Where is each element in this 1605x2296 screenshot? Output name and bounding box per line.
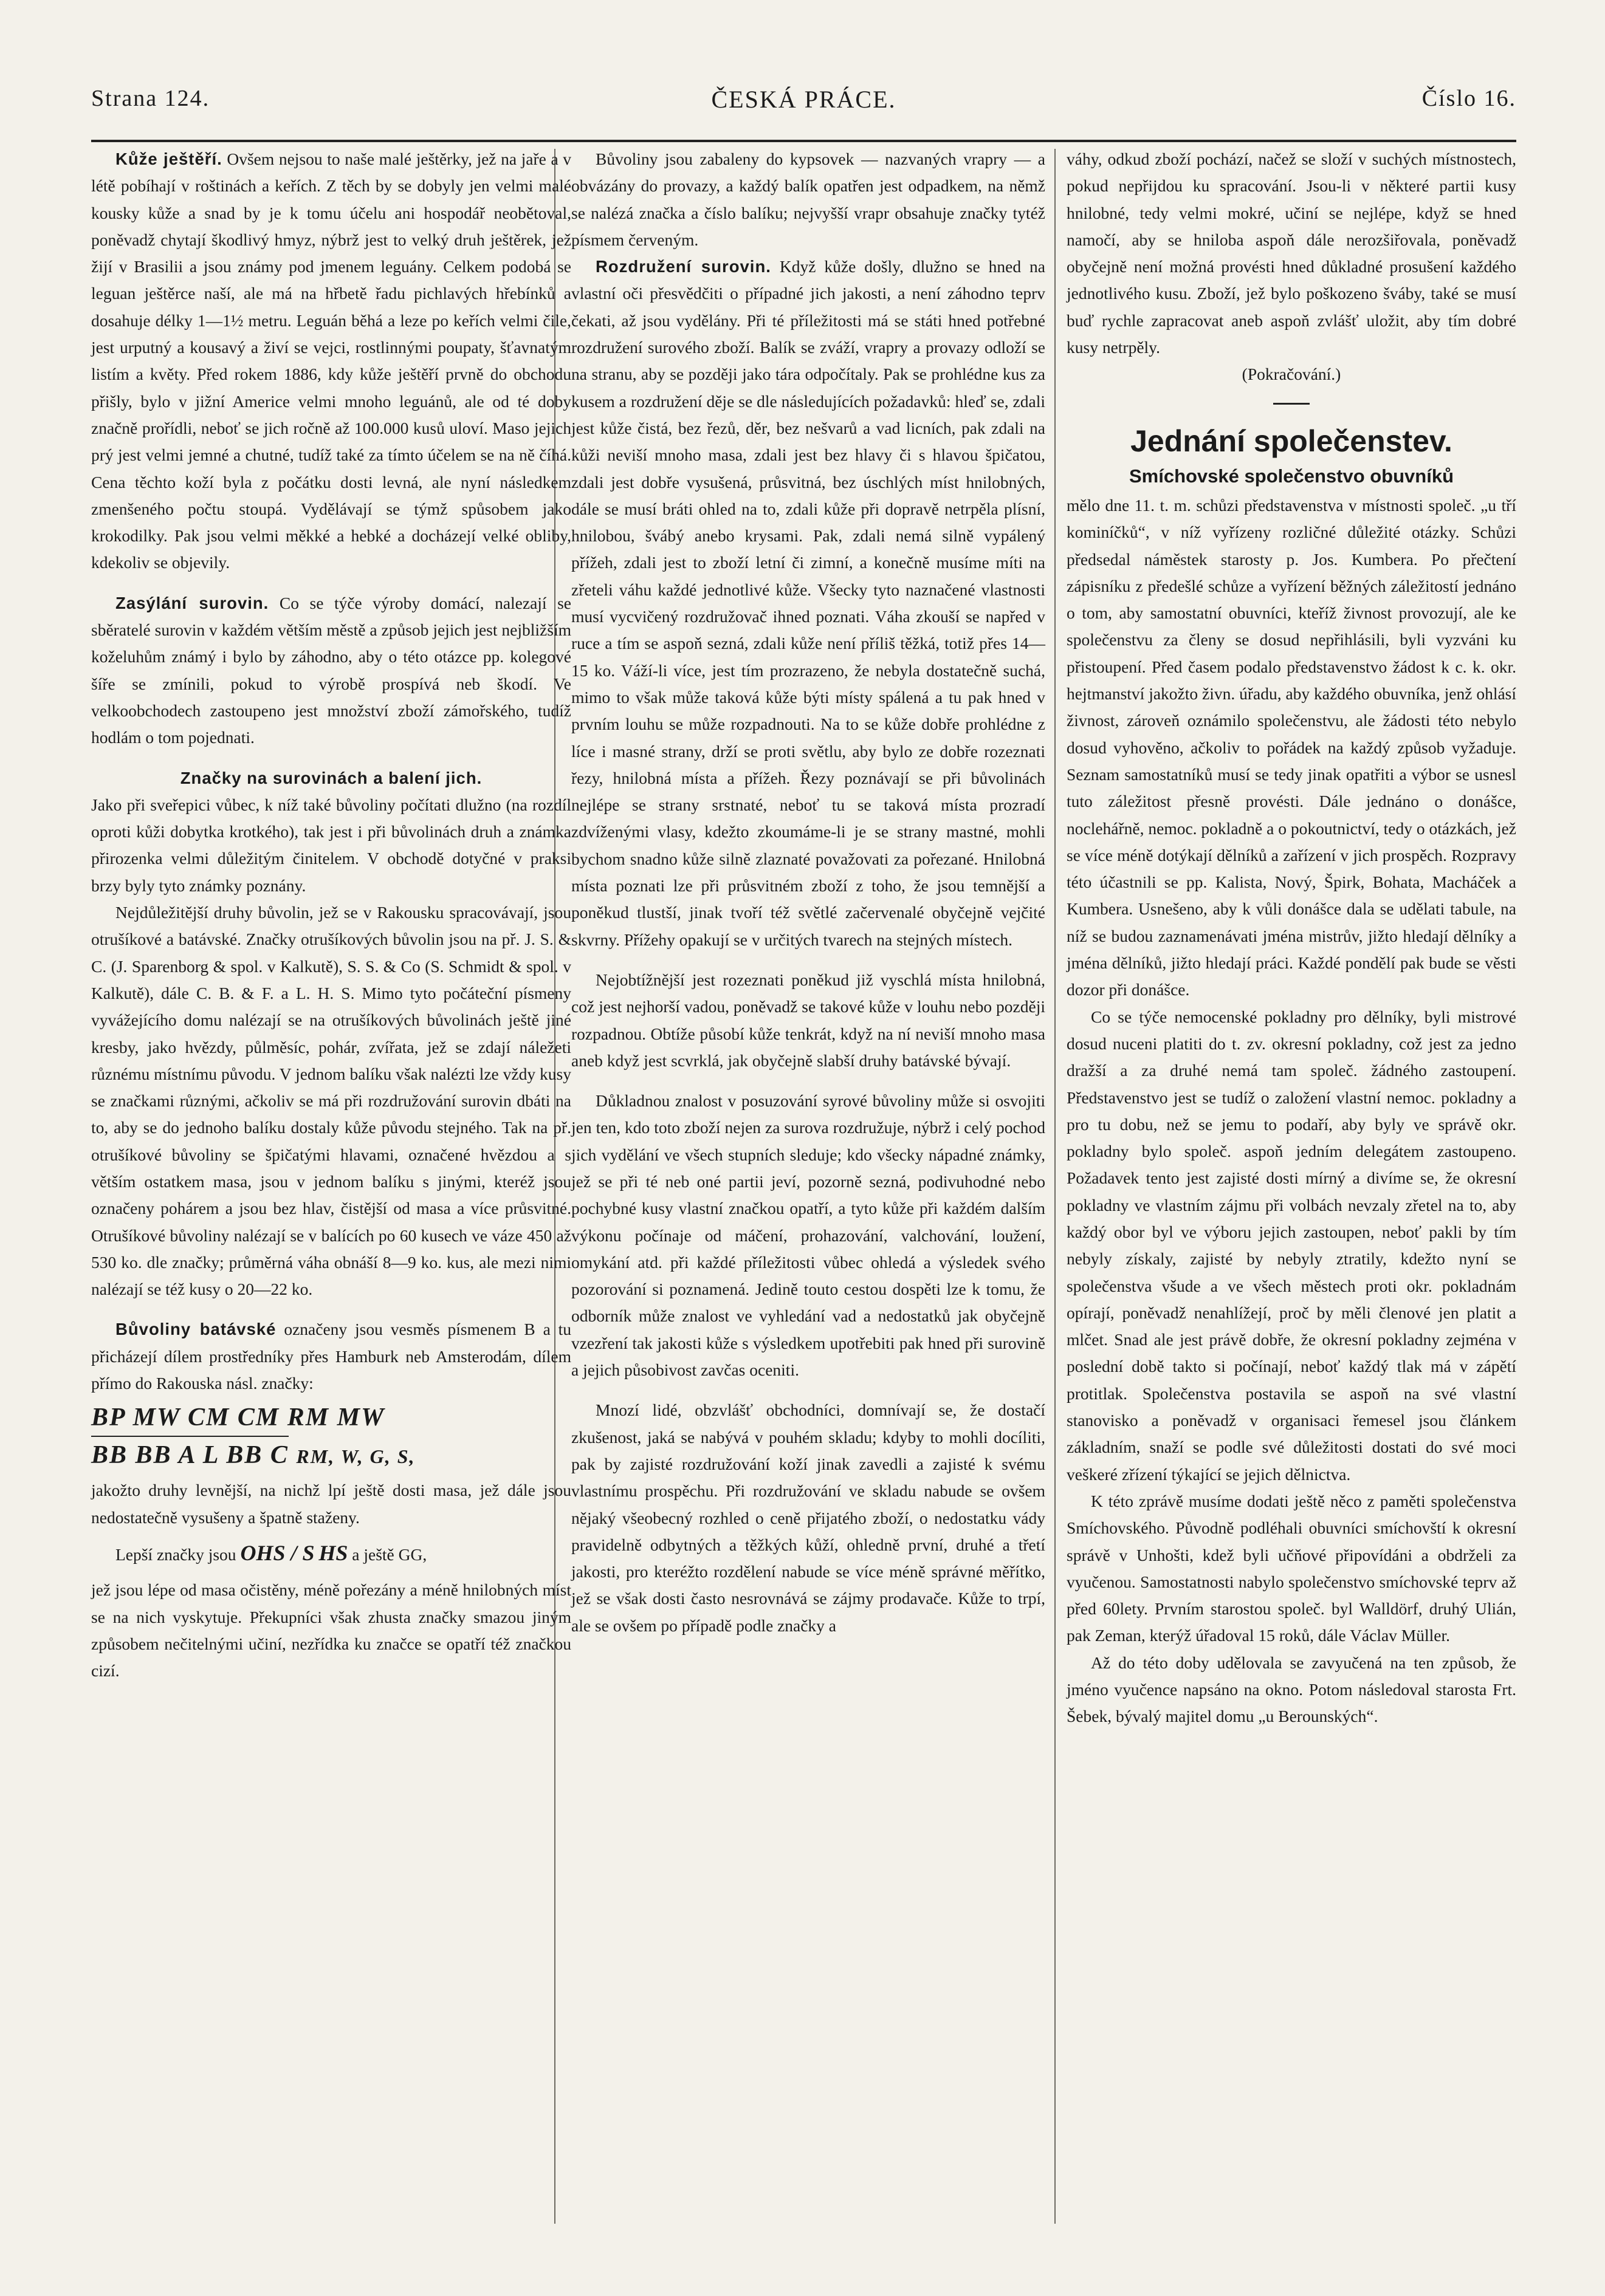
paragraph: váhy, odkud zboží pochází, načež se složí v suchých místnostech, pokud nepřijdou ku spracování. Jsou-li v některé partii kusy hnilobné, tedy velmi mokré, učiní se nejlépe, když se hned namočí, aby se hniloba aspoň dále nerozšiřovala, poněvadž obyčejně není možná provésti hned důkladné prosušení každého jednotlivého kusu. Zboží, jež bylo poškozeno šváby, také se musí buď rychle zapracovat aneb aspoň zvlášť uložit, aby tím dobré kusy netrpěly. [1067, 149, 1516, 357]
column-3 [1067, 146, 1516, 1730]
column-divider [1054, 149, 1056, 2224]
page-number: Strana 124. [91, 86, 210, 111]
section-heading: Značky na surovinách a balení jich. [180, 768, 483, 787]
paragraph: Až do této doby udělovala se zavyučená na ten způsob, že jméno vyučence napsáno na okno. Potom následoval starosta Frt. Šebek, bývalý majitel domu „u Berounských“. [1067, 1653, 1516, 1726]
paragraph: Nejdůležitější druhy bůvolin, jež se v Rakousku spracovávají, jsou otrušíkové a batávské. Značky otrušíkových bůvolin jsou na př. J. S. & C. (J. Sparenborg & spol. v Kalkutě), S. S. & Co (S. Schmidt & spol. v Kalkutě), dále C. B. & F. a L. H. S. Mimo tyto počáteční písmeny vyvážejícího domu nalézají se na otrušíkových bůvolinách ještě jiné kresby, jako hvězdy, půlměsíc, pohár, zvířata, jež se zdají náležeti různému místnímu původu. V jednom balíku však nalézti lze vždy kusy se značkami různými, ačkoliv se má při rozdružování surovin dbáti na to, aby se do jednoho balíku dostaly kůže původu stejného. Tak na př. otrušíkové bůvoliny se špičatými hlavami, označené hvězdou a s větším ostatkem masa, jsou v jednom balíku s jinými, kteréž jsou označeny pohárem a jsou bez hlav, čistější od masa a více průsvitné. Otrušíkové bůvoliny nalézají se v balících po 60 kusech ve váze 450 až 530 ko. dle značky; průměrná váha obnáší 8—9 ko. kus, ale mezi nimi nalézají se též kusy o 20—22 ko. [91, 903, 571, 1299]
section-heading: Zasýlání surovin. [115, 593, 269, 612]
paragraph: Jako při sveřepici vůbec, k níž také bůvoliny počítati dlužno (na rozdíl oproti kůži dobytka krotkého), tak jest i při bůvolinách druh a známka přirozenka velmi důležitým činitelem. V obchodě dotyčné v praksi brzy byly tyto známky poznány. [91, 795, 571, 895]
column-2 [571, 146, 1045, 1639]
mark-fraction: OHS / S [240, 1540, 315, 1565]
divider [1273, 403, 1310, 405]
brand-marks [91, 1399, 571, 1475]
paragraph: Lepší značky jsou OHS / S HS a ještě GG, [115, 1540, 427, 1565]
paragraph: Bůvoliny jsou zabaleny do kypsovek — nazvaných vrapry — a obvázány do provazy, a každý balík opatřen jest odpadkem, na němž se nalézá značka a číslo balíku; nejvyšší vrapr obsahuje značky tytéž písmem červeným. [571, 149, 1045, 249]
column-1 [91, 146, 571, 1684]
paragraph: Důkladnou znalost v posuzování syrové bůvoliny může si osvojiti jen ten, kdo toto zboží nejen za surova rozdružuje, nýbrž i celý pochod jich vydělání ve všech stupních sleduje; kdo všecky nápadné známky, jež se při té neb oné partii jeví, pozorně sezná, podivuhodné nebo pochybné kusy vlastní značkou opatří, a tyto kůže při každém dalším výkonu počínaje od máčení, prohazování, valchování, loužení, omykání atd. při každé příležitosti vůbec ohledá a výsledek svého pozorování si poznamená. Jedině touto cestou dospěti lze k tomu, že odborník může znalost ve vyhledání vad a nedostatků jak obyčejně vzezření tak jakosti kůže s výsledkem upotřebiti pak hned při surovině a jejich působivost zavčas oceniti. [571, 1091, 1045, 1380]
paragraph: jež jsou lépe od masa očistěny, méně pořezány a méně hnilobných míst se na nich vyskytuje. Překupníci však zhusta značky smazou jiným způsobem nečitelnými učiní, nezřídka ku značce se opatří též značkou cizí. [91, 1580, 571, 1681]
paragraph: Kůže ještěří. Ovšem nejsou to naše malé ještěrky, jež na jaře a v létě pobíhají v roštinách a keřích. Z těch by se dobyly jen velmi malé kousky kůže a snad by je k tomu účelu ani hospodář neobětoval, poněvadž chytají škodlivý hmyz, nýbrž jest to velký druh ještěrek, jež žijí v Brasilii a jsou známy pod jmenem leguány. Celkem podobá se leguan ještěrce naší, ale má na hřbetě řadu pichlavých hřebínků a dosahuje délky 1—1½ metru. Leguán běhá a leze po keřích velmi čile, jest urputný a kousavý a živí se vejci, rostlinnými poupaty, šťavnatým listím a květy. Před rokem 1886, kdy kůže ještěří prvně do obchodu přišly, bylo v jižní Americe velmi mnoho leguánů, ale od té doby značně prořídli, neboť se jich ročně až 100.000 kusů uloví. Maso jejich prý jest velmi jemné a chutné, tudíž také za tímto účelem se na ně číhá. Cena těchto koží byla z počátku dosti levná, ale nyní následkem zmenšeného počtu stoupá. Vydělávají se týmž spůsobem jako krokodilky. Pak jsou velmi měkké a hebké a docházejí velké obliby, kdekoliv se objevily. [91, 149, 572, 572]
marks-bottom: BB BB A L BB C [91, 1436, 289, 1473]
paragraph: Zasýlání surovin. Co se týče výroby domácí, nalezají se sběratelé surovin v každém větším městě a způsob jejich jest nejbližším koželuhům známý i bylo by záhodno, aby o této otázce pp. kolegové šíře se zmínili, pokud to výrobě prospívá neb škodí. Ve velkoobchodech zastoupeno jest množství zboží zámořského, tudíž hodlám o tom pojednati. [91, 593, 572, 747]
continued-note: (Pokračování.) [1242, 365, 1341, 384]
issue-number: Číslo 16. [1421, 86, 1516, 111]
marks-side: RM, W, G, S, [296, 1445, 416, 1468]
section-title: Jednání společenstev. [1130, 423, 1452, 458]
paragraph: Rozdružení surovin. Když kůže došly, dlužno se hned na vlastní oči přesvědčiti o případné jich jakosti, a není záhodno teprv čekati, až jsou vydělány. Při té příležitosti má se státi hned potřebné rozdružení surového zboží. Balík se zváží, vrapry a provazy odloží se na stranu, aby se později jako tára odpočítaly. Pak se prohlédne kus za kusem a rozdružení děje se dle následujících požadavků: hleď se, zdali jest kůže čistá, bez řezů, děr, bez nešvarů a vad licních, pak zdali na kůži neviší mnoho masa, zdali jest bez hlavy či s hlavou špičatou, zdali jest dobře vysušená, průsvitná, bez úschlých míst hnilobných, dále se musí bráti ohled na to, zdali kůže při dopravě netrpěla plísní, hnilobou, švábý anebo krysami. Pak, zdali nemá silně vypálený přížeh, zdali jest to zboží letní či zimní, a konečně musíme míti na zřeteli váhu každé jednotlivé kůže. Všecky tyto naznačené vlastnosti musí vycvičený rozdružovač ihned poznati. Váha zkouší se napřed v ruce a tím se aspoň sezná, zdali kůže není příliš těžká, totiž přes 14—15 ko. Váží-li více, jest tím prozrazeno, že nebyla dostatečně suchá, mimo to však může taková kůže býti místy spálená a tu pak hned v prvním louhu se může rozpadnouti. Na to se kůže dobře prohlédne z líce i masné strany, drží se proti světlu, aby bylo ze dobře rozeznati řezy, hnilobná místa a přížeh. Řezy poznávají se při bůvolinách nejlépe se strany srstnaté, neboť tu se taková místa prozradí zdvíženými vlasy, kdežto zkoumáme-li je se strany mastné, mohli bychom snadno kůže silně zlaznaté považovati za pořezané. Hnilobná místa poznati lze při průsvitném zboží z toho, že jsou temnější a poněkud tlustší, jinak tvoří též světlé začervenalé obyčejně vejčité skvrny. Přížehy opakují se v určitých tvarech na stejných místech. [571, 257, 1045, 949]
paragraph: mělo dne 11. t. m. schůzi představenstva v místnosti společ. „u tří kominíčků“, v níž vyřízeny rozličné důležité otázky. Schůzi předsedal náměstek starosty p. Jos. Kumbera. Po přečtení zápisníku z předešlé schůze a vyřízení běžných záležitostí jednáno o tom, aby samostatní obuvníci, kteříž živnost provozují, ale ke společenstvu za členy se dosud nepřihlásili, byli vyzváni ku přistoupení. Před časem podalo představenstvo žádost k c. k. okr. hejtmanství jakožto živn. úřadu, aby každého obuvníka, jenž ohlásí živnost, zároveň oznámilo společenstvu, ale žádosti této nebylo dosud vyhověno, ačkoliv to pořádek na každý způsob vyžaduje. Seznam samostatníků musí se tedy jinak opatřiti a výbor se usnesl tuto záležitost přesně provésti. Dále jednáno o donášce, noclehářně, nemoc. pokladně a o pokoutnictví, tedy o otázkách, jež se více méně dotýkají dělníků a zařízení v jich prospěch. Rozpravy této účastnili se pp. Kalista, Nový, Špirk, Bohata, Macháček a Kumbera. Usnešeno, aby k vůli donášce dala se udělati tabule, na níž se budou zaznamenávati jména mistrův, jižto hledají dělníky a jména dělníků, jižto hledají práci. Každé pondělí pak bude se věsti dozor při donášce. [1067, 495, 1517, 999]
paragraph: Co se týče nemocenské pokladny pro dělníky, byli mistrové dosud nuceni platiti do t. zv. okresní pokladny, což jest za jedno dražší a za druhé nemá tam společ. žádného zastoupení. Představenstvo jest se tudíž o založení vlastní nemoc. pokladny a pro tu dobu, než se jemu to podaří, aby byly ve správě okr. pokladny bylo společ. aspoň jedním delegátem zastoupeno. Požadavek tento jest zajisté dosti mírný a divíme se, že okresní pokladny ve vlastním zájmu při volbách nevzaly zřetel na to, aby každý obor byl ve výboru jejich zastoupen, neboť pakli by tím nebyly získaly, zajisté by nebyly ztratily, kdežto nyní se společenstva všude a ve všech městech proti okr. pokladnám opírají, poněvadž nenahlížejí, proč by měli členové jen platit a mlčet. Snad ale jest právě dobře, že okresní pokladny zejména v poslední době takto si počínají, neboť každý tlak má v zápětí protitlak. Společenstva postavila se aspoň na své vlastní stanovisko a poněvadž v organisaci řemesel jsou článkem základním, snaží se podle své důležitosti dostati do své moci veškeré zřízení týkající se jejich dělnictva. [1067, 1007, 1516, 1484]
marks-top: BP MW CM CM RM MW [91, 1403, 385, 1432]
paragraph: Mnozí lidé, obzvlášť obchodníci, domnívají se, že dostačí zkušenost, jaká se nabývá v pouhém skladu; kdyby to mohli docíliti, pak by zajisté rozdružování koží jinak zavedli a zajisté k svému vlastnímu prospěchu. Při rozdružování ve skladu nabude se ovšem nějaký všeobecný rozhled o ceně přijatého zboží, o nedostatku vády pravidelně odbytných a těžkých kůží, ohledně první, druhé a třetí jakosti, pro kteréžto rozdělení nabude se více méně správné měřítko, jež se však dosti často nesrovnává se zájmy prodavače. Kůže to trpí, ale se ovšem po případě podle značky a [571, 1400, 1045, 1635]
page-header [91, 73, 1516, 142]
paragraph: Bůvoliny batávské označeny jsou vesměs písmenem B a tu přicházejí dílem prostředníky přes Hamburk neb Amsterodám, dílem přímo do Rakouska násl. značky: [91, 1320, 572, 1393]
newspaper-title: ČESKÁ PRÁCE. [711, 86, 896, 113]
section-subtitle: Smíchovské společenstvo obuvníků [1129, 465, 1454, 487]
paragraph: jakožto druhy levnější, na nichž lpí ještě dosti masa, jež dále jsou nedostatečně vysušeny a špatně staženy. [91, 1481, 571, 1527]
paragraph: Nejobtížnější jest rozeznati poněkud již vyschlá místa hnilobná, což jest nejhorší vadou, poněvadž se takové kůže v louhu nebo později rozpadnou. Obtíže působí kůže tenkrát, když na ní neviší mnoho masa aneb když jest scvrklá, jak obyčejně slabší druhy batávské bývají. [571, 970, 1045, 1070]
section-heading: Bůvoliny batávské [115, 1320, 277, 1339]
mark-hs: HS [318, 1540, 348, 1565]
section-heading: Rozdružení surovin. [596, 257, 771, 276]
paragraph: K této zprávě musíme dodati ještě něco z paměti společenstva Smíchovského. Původně podléhali obuvníci smíchovští k okresní správě v Unhošti, kdež byli učňové připovídáni a obdrželi za vyučenou. Samostatnosti nabylo společenstvo smíchovské teprv až před 60lety. Prvním starostou společ. byl Walldörf, druhý Ulián, pak Zeman, kterýž úřadoval 15 roků, dále Václav Müller. [1067, 1491, 1516, 1645]
section-heading: Kůže ještěří. [115, 149, 222, 168]
